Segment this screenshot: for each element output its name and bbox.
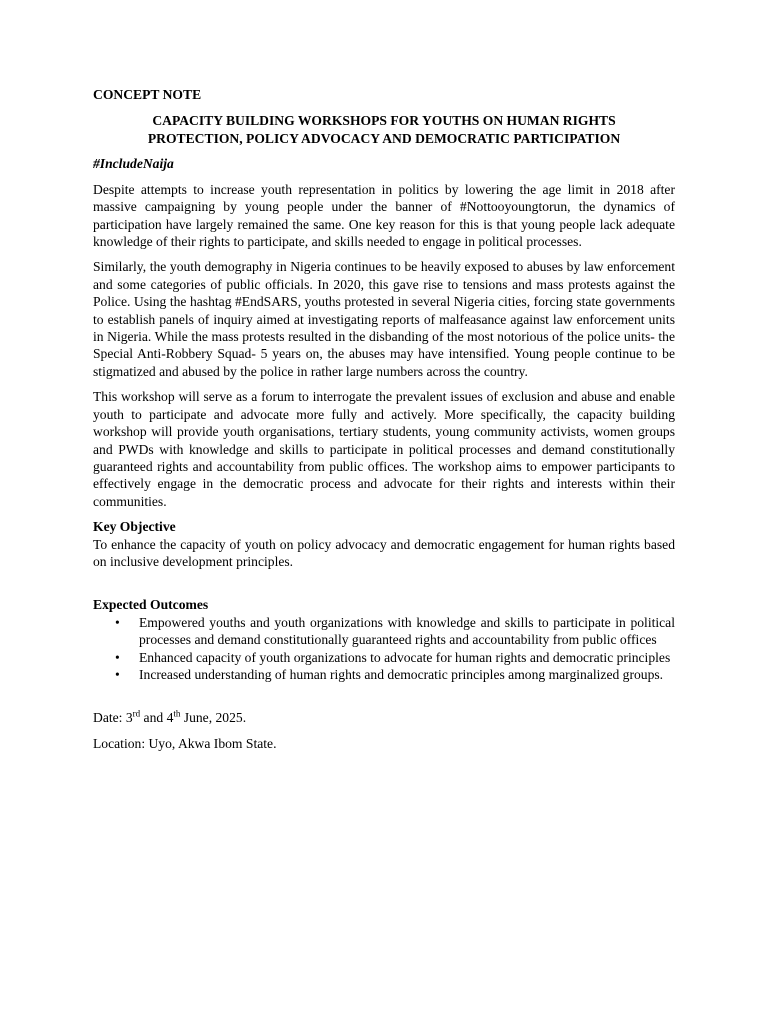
bullet-icon: • xyxy=(115,666,120,682)
bullet-icon: • xyxy=(115,649,120,665)
event-date xyxy=(93,709,675,726)
expected-outcomes-list xyxy=(93,614,675,684)
date-day-1-suffix: rd xyxy=(132,708,141,719)
document-title xyxy=(93,112,675,148)
bullet-icon: • xyxy=(115,614,120,630)
campaign-hashtag: #IncludeNaija xyxy=(93,156,174,172)
key-objective-heading: Key Objective xyxy=(93,519,176,535)
document-title-line-2: PROTECTION, POLICY ADVOCACY AND DEMOCRATIC PARTICIPATION xyxy=(147,131,621,147)
key-objective-text: To enhance the capacity of youth on policy advocacy and democratic engagement for human rights based on inclusive development principles. xyxy=(93,536,675,569)
date-day-2: 4 xyxy=(166,710,174,726)
list-item xyxy=(93,649,675,666)
event-location: Location: Uyo, Akwa Ibom State. xyxy=(93,735,277,751)
date-label: Date: xyxy=(93,710,126,726)
date-day-2-suffix: th xyxy=(173,708,181,719)
date-joiner: and xyxy=(140,710,167,726)
list-item xyxy=(93,614,675,649)
paragraph-workshop-purpose: This workshop will serve as a forum to interrogate the prevalent issues of exclusion and abuse and enable youth to participate and advocate more fully and actively. More specifically, the capacity building workshop will provide youth organisations, tertiary students, young community activists, women groups and PWDs with knowledge and skills to participate in political processes and demand constitutionally guaranteed rights and accountability from public offices. The workshop aims to empower participants to effectively engage in the democratic process and advocate for their rights and interests within their communities. xyxy=(93,389,675,509)
outcome-text: Enhanced capacity of youth organizations to advocate for human rights and democratic principles xyxy=(139,649,671,665)
document-title-line-1: CAPACITY BUILDING WORKSHOPS FOR YOUTHS ON HUMAN RIGHTS xyxy=(152,113,616,129)
paragraph-law-enforcement-abuses: Similarly, the youth demography in Nigeria continues to be heavily exposed to abuses by law enforcement and some categories of public officials. In 2020, this gave rise to tensions and mass protests against the Police. Using the hashtag #EndSARS, youths protested in several Nigeria cities, forcing state governments to establish panels of inquiry aimed at investigating reports of malfeasance against law enforcement units in Nigeria. While the mass protests resulted in the disbanding of the most notorious of the police units- the Special Anti-Robbery Squad- 5 years on, the abuses may have intensified. Young people continue to be stigmatized and abused by the police in rather large numbers across the country. xyxy=(93,259,675,379)
date-day-1: 3 xyxy=(125,710,133,726)
paragraph-youth-representation: Despite attempts to increase youth representation in politics by lowering the age limit in 2018 after massive campaigning by young people under the banner of #Nottooyoungtorun, the dynamics of participation have largely remained the same. One key reason for this is that young people lack adequate knowledge of their rights to participate, and skills needed to engage in political processes. xyxy=(93,181,675,250)
outcome-text: Empowered youths and youth organizations with knowledge and skills to participate in political processes and demand constitutionally guaranteed rights and accountability from public offices xyxy=(139,614,675,648)
document-label: CONCEPT NOTE xyxy=(93,87,202,102)
list-item xyxy=(93,666,675,683)
date-rest: June, 2025. xyxy=(180,710,247,726)
expected-outcomes-heading: Expected Outcomes xyxy=(93,597,209,613)
outcome-text: Increased understanding of human rights and democratic principles among marginalized groups. xyxy=(139,666,664,682)
